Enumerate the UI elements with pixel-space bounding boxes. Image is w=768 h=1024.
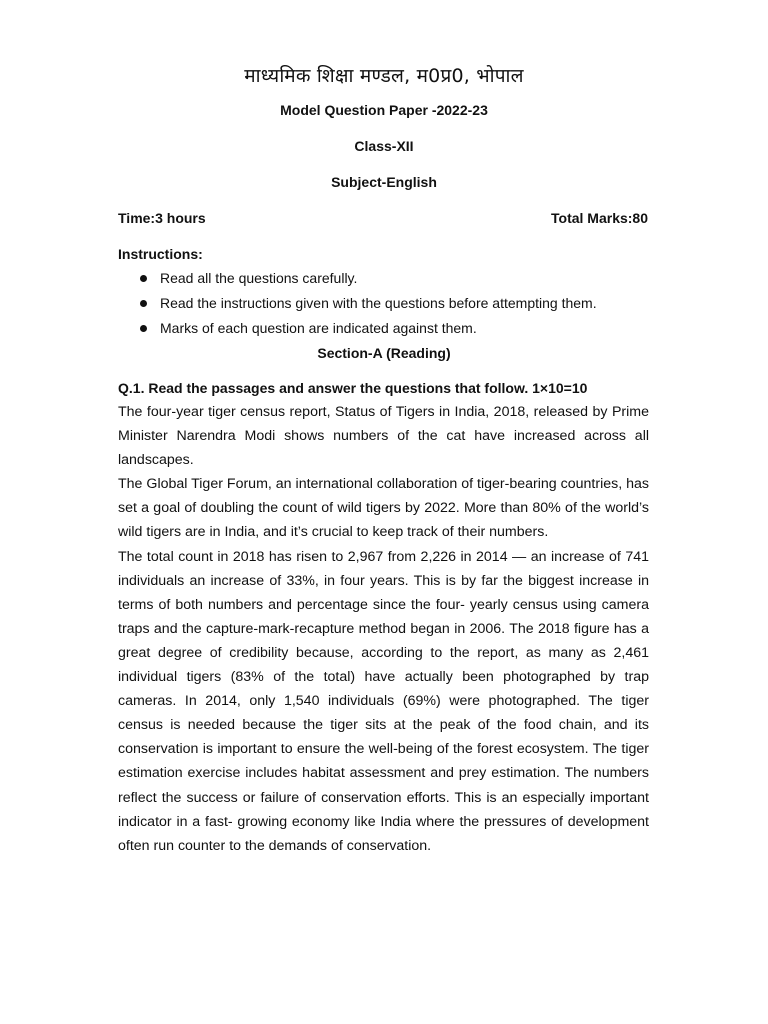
class-label: Class-XII xyxy=(354,138,414,154)
instruction-text: Marks of each question are indicated against them. xyxy=(160,320,477,336)
passage-paragraph: The four-year tiger census report, Status of Tigers in India, 2018, released by Prime Minister Narendra Modi shows numbers of the cat have increased across all landscapes. xyxy=(118,404,649,469)
time-label: Time:3 hours xyxy=(118,210,206,226)
instruction-text: Read the instructions given with the questions before attempting them. xyxy=(160,295,597,311)
subject-label: Subject-English xyxy=(331,174,437,190)
total-marks-label: Total Marks:80 xyxy=(551,210,648,226)
instruction-text: Read all the questions carefully. xyxy=(160,270,358,286)
bullet-icon xyxy=(140,275,147,282)
bullet-icon xyxy=(140,325,147,332)
list-item xyxy=(118,266,678,291)
passage-paragraph: The total count in 2018 has risen to 2,967 from 2,226 in 2014 — an increase of 741 individuals an increase of 33%, in four years. This is by far the biggest increase in terms of both numbers and percentage since the four- yearly census using camera traps and the capture-mark-recapture method began in 2006. The 2018 figure has a great degree of credibility because, according to the report, as many as 2,461 individual tigers (83% of the total) have actually been photographed by trap cameras. In 2014, only 1,540 individuals (69%) were photographed. The tiger census is needed because the tiger sits at the peak of the food chain, and its conservation is important to ensure the well-being of the forest ecosystem. The tiger estimation exercise includes habitat assessment and prey estimation. The numbers reflect the success or failure of conservation efforts. This is an especially important indicator in a fast- growing economy like India where the pressures of development often run counter to the demands of conservation. xyxy=(118,548,649,854)
instructions-heading: Instructions: xyxy=(118,246,203,262)
board-name: माध्यमिक शिक्षा मण्डल, म0प्र0, भोपाल xyxy=(244,65,524,87)
passage xyxy=(118,400,649,858)
passage-paragraph: The Global Tiger Forum, an international collaboration of tiger-bearing countries, has set a goal of doubling the count of wild tigers by 2022. More than 80% of the world’s wild tigers are in India, and it’s crucial to keep track of their numbers. xyxy=(118,476,649,541)
bullet-icon xyxy=(140,300,147,307)
list-item xyxy=(118,291,678,316)
instructions-list xyxy=(118,266,678,341)
list-item xyxy=(118,316,678,341)
paper-title: Model Question Paper -2022-23 xyxy=(280,102,488,118)
section-heading: Section-A (Reading) xyxy=(317,345,451,361)
question-title: Q.1. Read the passages and answer the questions that follow. 1×10=10 xyxy=(118,380,588,396)
time-marks-row xyxy=(118,210,648,226)
